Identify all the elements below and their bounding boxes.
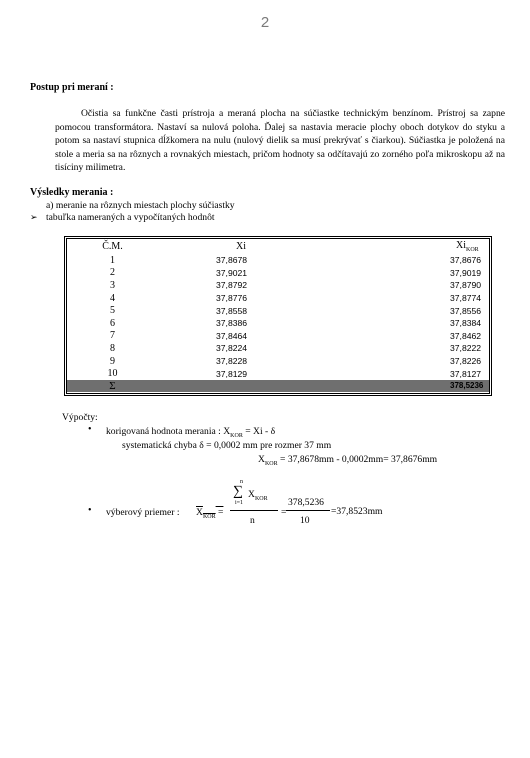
cell-cm: 2	[110, 267, 115, 279]
systematic-error: systematická chyba δ = 0,0002 mm pre rozmer 37 mm	[122, 440, 332, 451]
mean-label: výberový priemer :	[106, 507, 180, 518]
numerator-xkor-sub: KOR	[254, 495, 268, 502]
table-row	[67, 367, 489, 380]
cell-cm: 7	[110, 330, 115, 342]
procedure-heading: Postup pri meraní :	[30, 82, 114, 93]
cell-cm: 10	[107, 368, 118, 380]
table-row	[67, 254, 489, 267]
results-heading: Výsledky merania :	[30, 187, 114, 198]
calculations-heading: Výpočty:	[62, 412, 98, 423]
sum-xi	[158, 380, 328, 392]
numerator-xkor: $X_{KOR}$	[248, 489, 268, 502]
cell-xi: 37,9021	[216, 267, 248, 278]
cell-cm: 6	[110, 317, 115, 329]
cell-xi: 37,8792	[216, 280, 248, 291]
header-xkor-sub: KOR	[466, 247, 479, 253]
cell-xi: 37,8464	[216, 330, 248, 341]
table-row	[67, 279, 489, 292]
table-row	[67, 342, 489, 355]
results-item-a: a) meranie na rôznych miestach plochy súčiastky	[46, 200, 235, 211]
cell-xi: 37,8776	[216, 293, 248, 304]
cell-xkor: 37,9019	[450, 267, 482, 278]
cell-cm: 4	[110, 292, 115, 304]
sigma-icon: ∑	[233, 484, 243, 499]
sum-lower-limit: i=1	[235, 500, 244, 506]
header-cm: Č.M.	[102, 241, 123, 252]
table-row	[67, 317, 489, 330]
bullet-icon: •	[88, 505, 92, 516]
corrected-formula: Xi - δ	[253, 426, 276, 437]
bullet-icon: •	[88, 424, 92, 435]
cell-xkor: 37,8790	[450, 280, 482, 291]
sum-xkor: 378,5236	[328, 380, 489, 392]
mean-result: =37,8523mm	[331, 506, 383, 517]
corrected-label: korigovaná hodnota merania :	[106, 426, 221, 437]
page-number: 2	[260, 14, 270, 31]
table-row	[67, 355, 489, 368]
fraction-line-2	[286, 510, 330, 511]
denominator-value: 10	[300, 515, 310, 526]
example-sub: KOR	[264, 460, 278, 467]
cell-xi: 37,8224	[216, 343, 248, 354]
table-row	[67, 267, 489, 280]
cell-xi: 37,8558	[216, 305, 248, 316]
cell-cm: 9	[110, 355, 115, 367]
header-xi: Xi	[236, 241, 246, 252]
cell-xkor: 37,8127	[450, 368, 482, 379]
cell-xkor: 37,8226	[450, 356, 482, 367]
cell-xi: 37,8678	[216, 255, 248, 266]
mean-symbol: $X_{KOR}$ =	[196, 507, 224, 520]
cell-xi: 37,8386	[216, 318, 248, 329]
cell-xkor: 37,8676	[450, 255, 482, 266]
measurement-table	[64, 236, 492, 396]
cell-cm: 3	[110, 279, 115, 291]
cell-xi: 37,8228	[216, 356, 248, 367]
header-xkor	[328, 239, 489, 254]
denominator-n: n	[250, 515, 255, 526]
example-value: = 37,8678mm - 0,0002mm= 37,8676mm	[280, 454, 438, 465]
results-item-b: tabuľka nameraných a vypočítaných hodnôt	[46, 212, 215, 223]
cell-xkor: 37,8556	[450, 305, 482, 316]
table-row	[67, 304, 489, 317]
table-sum-row	[67, 380, 489, 392]
cell-cm: 8	[110, 342, 115, 354]
cell-xkor: 37,8774	[450, 293, 482, 304]
corrected-xkor-sub: KOR	[230, 432, 243, 439]
fraction-line	[230, 510, 278, 511]
cell-cm: 1	[110, 254, 115, 266]
table-row	[67, 292, 489, 305]
example-line: $X_{KOR} = 37,8678mm - 0,0002mm= 37,8676mm$	[258, 454, 438, 467]
corrected-line: korigovaná hodnota merania : $X_{KOR} = Xi - \delta$	[106, 426, 276, 439]
procedure-paragraph: Očistia sa funkčne časti prístroja a meraná plocha na súčiastke technickým benzínom. Prístroj sa zapne pomocou transformátora. Nastaví sa nulová poloha. Ďalej sa nastavia meracie plochy oboch dotykov do styku a potom sa nastaví stupnica dĺžkomera na nulu (nulový dielik sa musí prekrývať s čiarkou). Súčiastka je položená na stole a meria sa na rôznych a rovnakých miestach, pričom hodnoty sa odčítavajú zo zorného poľa mikroskopu až na tisíciny milimetra.	[55, 108, 505, 173]
cell-xi: 37,8129	[216, 368, 248, 379]
equals-sign: =	[281, 507, 287, 518]
table-header-row	[67, 239, 489, 254]
table-row	[67, 330, 489, 343]
mean-symbol-sub: KOR	[202, 513, 216, 520]
procedure-text	[55, 107, 505, 175]
numerator-value: 378,5236	[288, 497, 324, 508]
cell-xkor: 37,8462	[450, 330, 482, 341]
cell-xkor: 37,8384	[450, 318, 482, 329]
cell-xkor: 37,8222	[450, 343, 482, 354]
sum-symbol: Σ	[67, 380, 158, 392]
arrow-bullet-icon: ➢	[30, 212, 38, 222]
header-xkor-label: Xi	[456, 240, 466, 251]
sum-upper-limit: n	[240, 479, 243, 485]
cell-cm: 5	[110, 305, 115, 317]
